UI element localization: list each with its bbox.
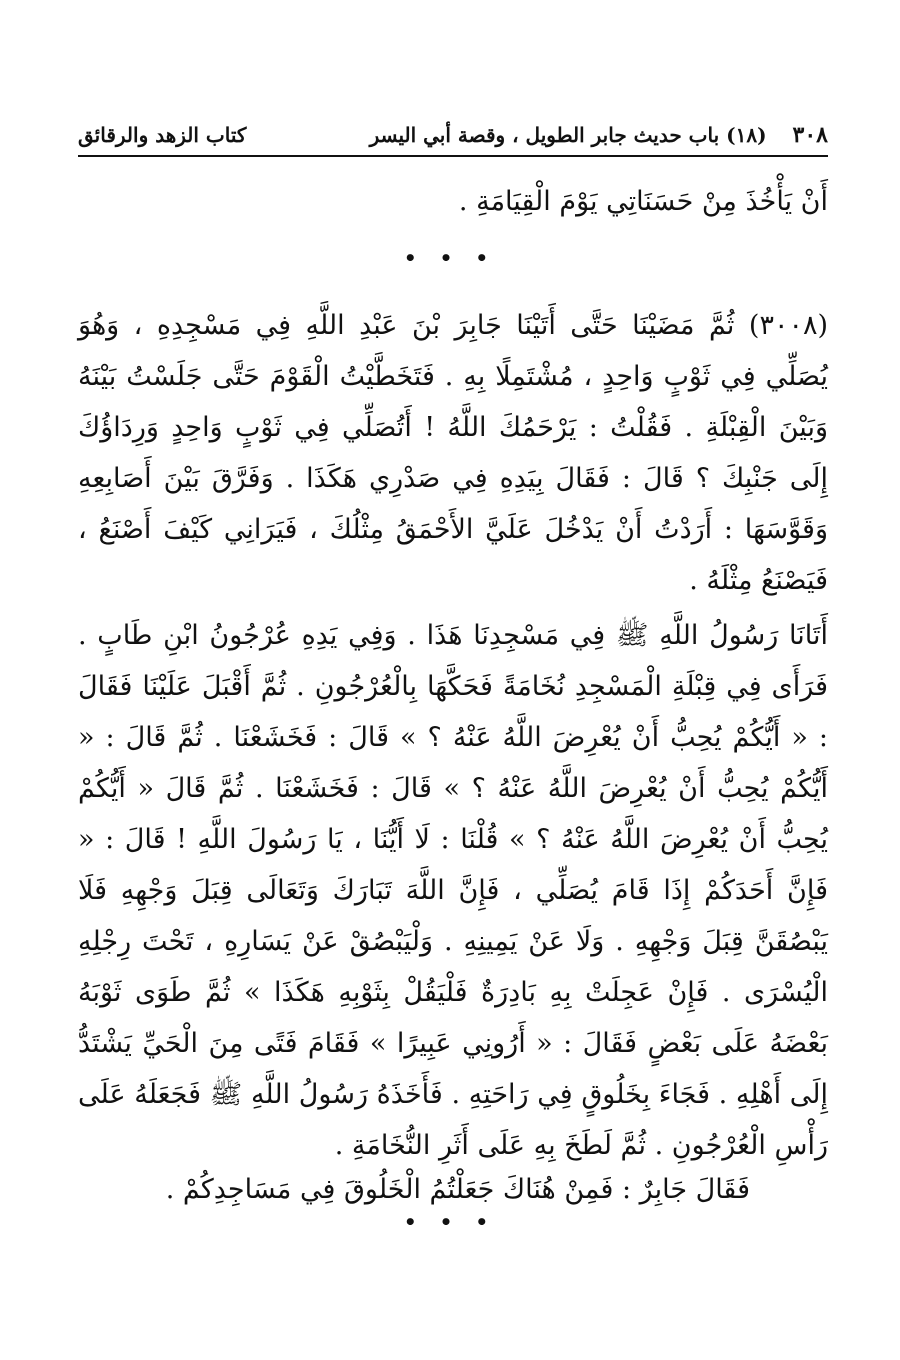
opening-line: أَنْ يَأْخُذَ مِنْ حَسَنَاتِي يَوْمَ الْقِيَامَةِ . bbox=[458, 186, 828, 217]
closing-line: فَقَالَ جَابِرٌ : فَمِنْ هُنَاكَ جَعَلْتُمُ الْخَلُوقَ فِي مَسَاجِدِكُمْ . bbox=[165, 1174, 750, 1205]
running-header bbox=[78, 118, 828, 152]
header-rule bbox=[78, 155, 828, 157]
chapter-title: (١٨) باب حديث جابر الطويل ، وقصة أبي اليسر bbox=[369, 123, 767, 147]
hadith-paragraph-3008: (٣٠٠٨) ثُمَّ مَضَيْنَا حَتَّى أَتَيْنَا جَابِرَ بْنَ عَبْدِ اللَّهِ فِي مَسْجِدِهِ ، وَهُوَ يُصَلِّي فِي ثَوْبٍ وَاحِدٍ ، مُشْتَمِلًا بِهِ . فَتَخَطَّيْتُ الْقَوْمَ حَتَّى جَلَسْتُ بَيْنَهُ وَبَيْنَ الْقِبْلَةِ . فَقُلْتُ : يَرْحَمُكَ اللَّهُ ! أَتُصَلِّي فِي ثَوْبٍ وَاحِدٍ وَرِدَاؤُكَ إِلَى جَنْبِكَ ؟ قَالَ : فَقَالَ بِيَدِهِ فِي صَدْرِي هَكَذَا . وَفَرَّقَ بَيْنَ أَصَابِعِهِ وَقَوَّسَهَا : أَرَدْتُ أَنْ يَدْخُلَ عَلَيَّ الأَحْمَقُ مِثْلُكَ ، فَيَرَانِي كَيْفَ أَصْنَعُ ، فَيَصْنَعُ مِثْلَهُ . bbox=[78, 310, 828, 596]
section-separator-bottom: • • • bbox=[403, 1210, 497, 1234]
hadith-paragraph-continued: أَتَانَا رَسُولُ اللَّهِ ﷺ فِي مَسْجِدِنَا هَذَا . وَفِي يَدِهِ عُرْجُونُ ابْنِ طَابٍ . فَرَأَى فِي قِبْلَةِ الْمَسْجِدِ نُخَامَةً فَحَكَّهَا بِالْعُرْجُونِ . ثُمَّ أَقْبَلَ عَلَيْنَا فَقَالَ : « أَيُّكُمْ يُحِبُّ أَنْ يُعْرِضَ اللَّهُ عَنْهُ ؟ » قَالَ : فَخَشَعْنَا . ثُمَّ قَالَ : « أَيُّكُمْ يُحِبُّ أَنْ يُعْرِضَ اللَّهُ عَنْهُ ؟ » قَالَ : فَخَشَعْنَا . ثُمَّ قَالَ « أَيُّكُمْ يُحِبُّ أَنْ يُعْرِضَ اللَّهُ عَنْهُ ؟ » قُلْنَا : لَا أَيُّنَا ، يَا رَسُولَ اللَّهِ ! قَالَ : « فَإِنَّ أَحَدَكُمْ إِذَا قَامَ يُصَلِّي ، فَإِنَّ اللَّهَ تَبَارَكَ وَتَعَالَى قِبَلَ وَجْهِهِ فَلَا يَبْصُقَنَّ قِبَلَ وَجْهِهِ . وَلَا عَنْ يَمِينِهِ . وَلْيَبْصُقْ عَنْ يَسَارِهِ ، تَحْتَ رِجْلِهِ الْيُسْرَى . فَإِنْ عَجِلَتْ بِهِ بَادِرَةٌ فَلْيَقُلْ بِثَوْبِهِ هَكَذَا » ثُمَّ طَوَى ثَوْبَهُ بَعْضَهُ عَلَى بَعْضٍ فَقَالَ : « أَرُونِي عَبِيرًا » فَقَامَ فَتًى مِنَ الْحَيِّ يَشْتَدُّ إِلَى أَهْلِهِ . فَجَاءَ بِخَلُوقٍ فِي رَاحَتِهِ . فَأَخَذَهُ رَسُولُ اللَّهِ ﷺ فَجَعَلَهُ عَلَى رَأْسِ الْعُرْجُونِ . ثُمَّ لَطَخَ بِهِ عَلَى أَثَرِ النُّخَامَةِ . bbox=[78, 620, 828, 1161]
page-number: ٣٠٨ bbox=[792, 122, 828, 148]
section-separator-top: • • • bbox=[403, 246, 497, 270]
book-title: كتاب الزهد والرقائق bbox=[78, 123, 247, 147]
